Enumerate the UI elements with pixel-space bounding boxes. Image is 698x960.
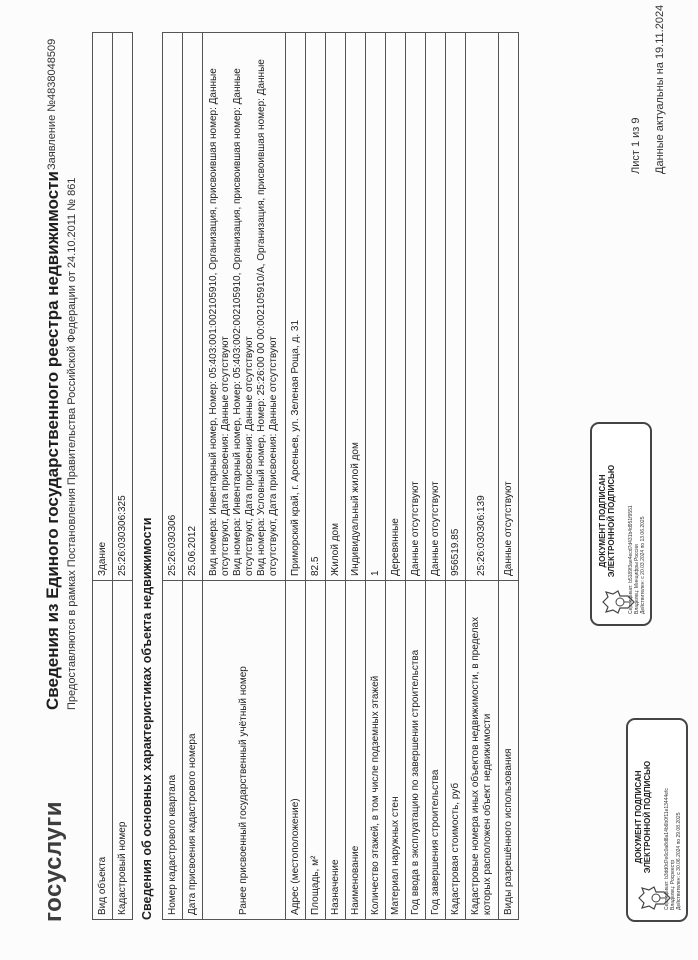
row-value: 25:26:030306:139 (466, 33, 499, 581)
row-value: Данные отсутствуют (499, 33, 519, 581)
table-row (306, 33, 326, 920)
object-table (92, 32, 133, 920)
table-row (366, 33, 386, 920)
row-value: Данные отсутствуют (426, 33, 446, 581)
row-value: Деревянные (386, 33, 406, 581)
stamp-title: ДОКУМЕНТ ПОДПИСАН ЭЛЕКТРОННОЙ ПОДПИСЬЮ (598, 464, 616, 578)
gosuslugi-logo: госуслуги (40, 801, 67, 922)
document-title: Сведения из Единого государственного реестра недвижимости (43, 171, 62, 710)
table-row (326, 33, 346, 920)
stamp-certificate: Сертификат: b5189f3ae4ecd7d431b4d951f9551 (628, 505, 634, 614)
table-row (386, 33, 406, 920)
row-label: Назначение (326, 581, 346, 920)
row-value: Данные отсутствуют (406, 33, 426, 581)
row-label: Год ввода в эксплуатацию по завершении строительства (406, 581, 426, 920)
row-value: 25:26:030306:325 (113, 33, 133, 581)
statement-number: Заявление №4838048509 (46, 38, 58, 170)
row-label: Год завершения строительства (426, 581, 446, 920)
row-label: Номер кадастрового квартала (163, 581, 183, 920)
sheet-counter: Лист 1 из 9 (630, 117, 642, 174)
stamp-certificate: Сертификат: b3dd0d7e6c0a8d8a14b6b0f11e13444efc (664, 788, 670, 910)
table-row (426, 33, 446, 920)
table-row (499, 33, 519, 920)
stamp-title: ДОКУМЕНТ ПОДПИСАН ЭЛЕКТРОННОЙ ПОДПИСЬЮ (634, 760, 652, 874)
row-label: Материал наружных стен (386, 581, 406, 920)
table-row (466, 33, 499, 920)
row-label: Кадастровая стоимость, руб (446, 581, 466, 920)
table-row (446, 33, 466, 920)
stamp-validity: Действителен: с 20.03.2024 по 13.06.2025 (640, 516, 646, 614)
table-row (203, 33, 286, 920)
table-row (113, 33, 133, 920)
row-label: Ранее присвоенный государственный учётный номер (203, 581, 286, 920)
stamp-owner: Владелец: Росреестр (670, 859, 676, 910)
row-value: 25:26:030306 (163, 33, 183, 581)
row-value: Здание (93, 33, 113, 581)
table-row (163, 33, 183, 920)
row-value: Жилой дом (326, 33, 346, 581)
table-row (286, 33, 306, 920)
row-label: Кадастровые номера иных объектов недвижимости, в пределах которых расположен объект недвижимости (466, 581, 499, 920)
table-row (183, 33, 203, 920)
stamp-validity: Действителен: с 30.06.2024 по 29.08.2025 (676, 812, 682, 910)
row-label: Количество этажей, в том числе подземных этажей (366, 581, 386, 920)
row-value: 956519.85 (446, 33, 466, 581)
row-value: Приморский край, г. Арсеньев, ул. Зеленая Роща, д. 31 (286, 33, 306, 581)
row-value: Индивидуальный жилой дом (346, 33, 366, 581)
row-label: Виды разрешённого использования (499, 581, 519, 920)
row-label: Дата присвоения кадастрового номера (183, 581, 203, 920)
row-label: Площадь, м² (306, 581, 326, 920)
table-row (406, 33, 426, 920)
table-row (93, 33, 113, 920)
section-title: Сведения об основных характеристиках объекта недвижимости (140, 517, 154, 920)
row-value: 1 (366, 33, 386, 581)
row-label: Наименование (346, 581, 366, 920)
table-row (346, 33, 366, 920)
row-label: Кадастровый номер (113, 581, 133, 920)
row-label: Адрес (местоположение) (286, 581, 306, 920)
signature-stamp (590, 422, 652, 626)
signature-stamp (626, 718, 688, 922)
document-subtitle: Предоставляются в рамках Постановления Правительства Российской Федерации от 24.10.2011 № 861 (66, 177, 78, 710)
characteristics-table (162, 32, 519, 920)
row-label: Вид объекта (93, 581, 113, 920)
stamp-owner: Владелец: Минцифры России (634, 544, 640, 614)
row-value: 25.06.2012 (183, 33, 203, 581)
row-value: Вид номера: Инвентарный номер, Номер: 05:403:001:002105910, Организация, присвоившая номер: Данные отсутствуют, Дата присвоения: Данные отсутствуют Вид номера: Инвентарный номер, Номер: 05:403:002:002105910, Организация, присвоившая номер: Данные отсутствуют, Дата присвоения: Данные отсутствуют Вид номера: Условный номер, Номер: 25:26:00 00 00:002105910/А, Организация, присвоившая номер: Данные отсутствуют, Дата присвоения: Данные отсутствуют (203, 33, 286, 581)
data-actual-date: Данные актуальны на 19.11.2024 (654, 4, 666, 174)
row-value: 82.5 (306, 33, 326, 581)
